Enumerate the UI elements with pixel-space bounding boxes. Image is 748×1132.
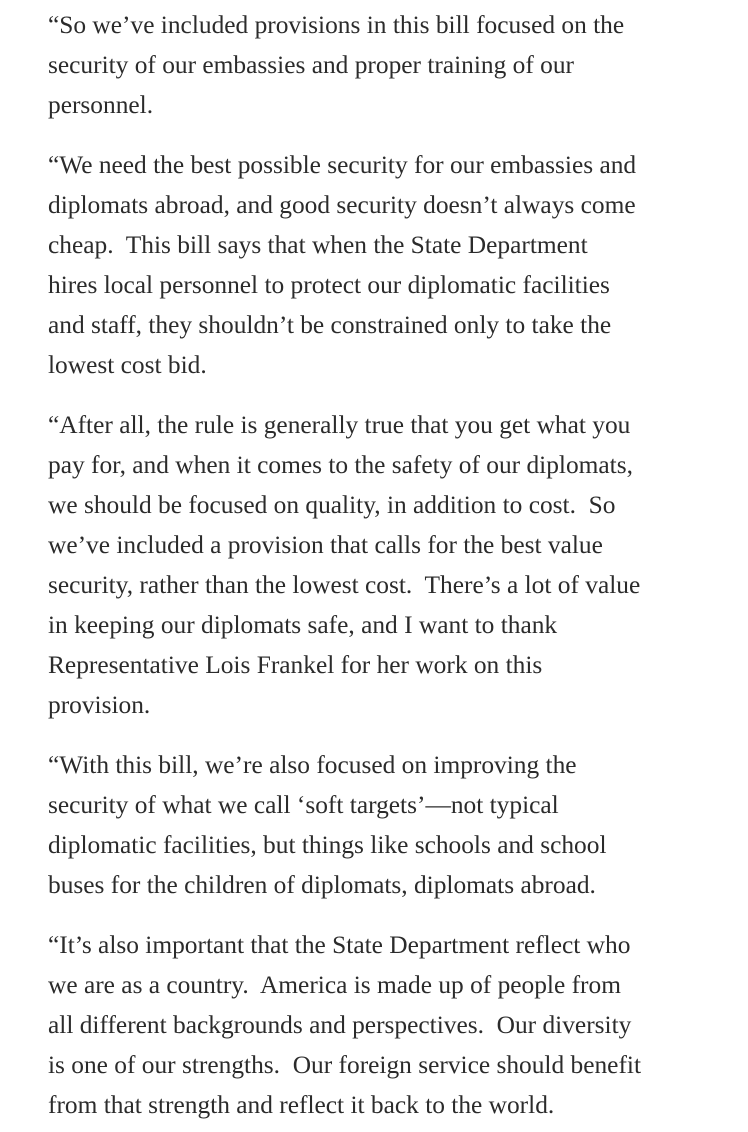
text-line: provision. — [48, 691, 151, 719]
text-line: and staff, they shouldn’t be constrained only to take the — [48, 311, 612, 339]
text-line: “We need the best possible security for our embassies and — [48, 151, 637, 179]
paragraph-diversity — [48, 925, 641, 1125]
text-line: in keeping our diplomats safe, and I want to thank — [48, 611, 558, 639]
text-line: security of our embassies and proper training of our — [48, 51, 575, 79]
text-line: hires local personnel to protect our diplomatic facilities — [48, 271, 610, 299]
text-line: from that strength and reflect it back to the world. — [48, 1091, 555, 1119]
text-line: is one of our strengths. Our foreign service should benefit — [48, 1051, 642, 1079]
text-line: Representative Lois Frankel for her work on this — [48, 651, 543, 679]
text-line: “It’s also important that the State Department reflect who — [48, 931, 631, 959]
text-line: lowest cost bid. — [48, 351, 207, 379]
text-line: cheap. This bill says that when the State Department — [48, 231, 588, 259]
text-line: we should be focused on quality, in addition to cost. So — [48, 491, 616, 519]
paragraph-soft-targets — [48, 745, 607, 905]
text-line: personnel. — [48, 91, 154, 119]
text-line: security, rather than the lowest cost. There’s a lot of value — [48, 571, 641, 599]
paragraph-best-value-security — [48, 405, 640, 725]
text-line: buses for the children of diplomats, diplomats abroad. — [48, 871, 596, 899]
text-line: “With this bill, we’re also focused on improving the — [48, 751, 577, 779]
text-line: we’ve included a provision that calls for the best value — [48, 531, 603, 559]
text-line: diplomats abroad, and good security doesn’t always come — [48, 191, 636, 219]
text-line: “So we’ve included provisions in this bill focused on the — [48, 11, 625, 39]
text-line: pay for, and when it comes to the safety of our diplomats, — [48, 451, 633, 479]
text-line: security of what we call ‘soft targets’—not typical — [48, 791, 559, 819]
paragraph-embassy-security-provisions — [48, 5, 624, 125]
text-line: all different backgrounds and perspectives. Our diversity — [48, 1011, 632, 1039]
text-line: “After all, the rule is generally true that you get what you — [48, 411, 631, 439]
paragraph-best-possible-security — [48, 145, 636, 385]
text-line: we are as a country. America is made up of people from — [48, 971, 621, 999]
text-line: diplomatic facilities, but things like schools and school — [48, 831, 607, 859]
